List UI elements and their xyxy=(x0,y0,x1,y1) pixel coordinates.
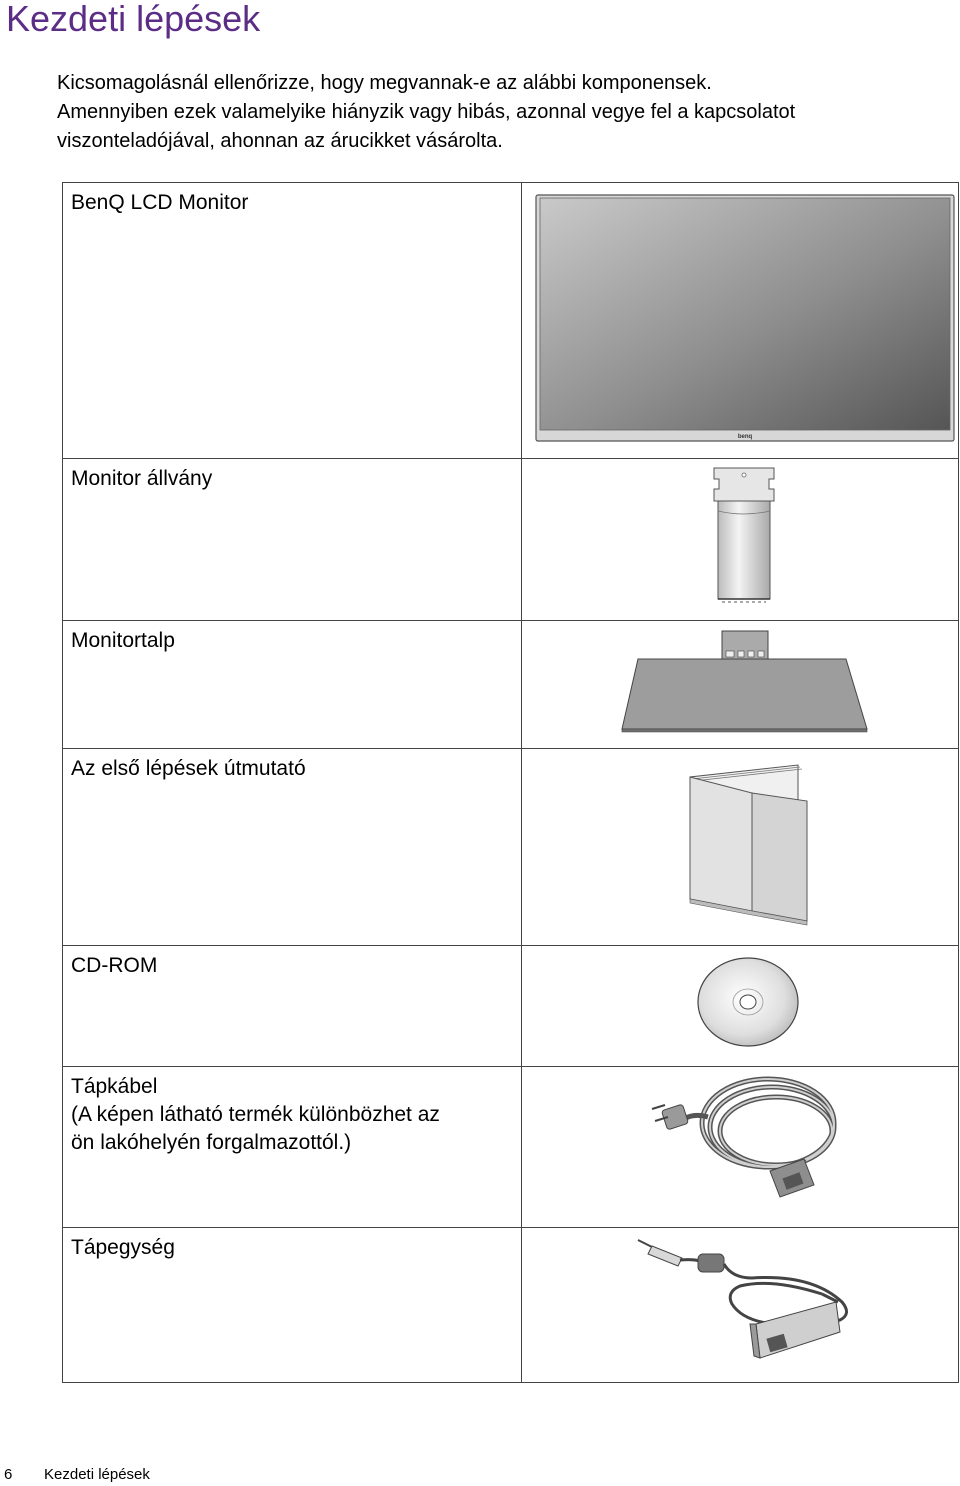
intro-line: Amennyiben ezek valamelyike hiányzik vagy hibás, azonnal vegye fel a kapcsolatot xyxy=(57,101,796,123)
table-row xyxy=(63,1067,959,1228)
item-label: Monitortalp xyxy=(63,621,522,749)
page-number: 6 xyxy=(4,1466,13,1483)
item-image-cell xyxy=(522,183,959,459)
item-label: Tápegység xyxy=(63,1228,522,1383)
table-row xyxy=(63,183,959,459)
table-row xyxy=(63,946,959,1067)
table-row xyxy=(63,621,959,749)
item-label: Monitor állvány xyxy=(63,459,522,621)
base-icon xyxy=(522,621,960,747)
intro-line: Kicsomagolásnál ellenőrizze, hogy megvannak-e az alábbi komponensek. xyxy=(57,72,712,94)
table-row xyxy=(63,459,959,621)
page-footer xyxy=(4,1466,150,1483)
item-label: Tápkábel (A képen látható termék különbözhet az ön lakóhelyén forgalmazottól.) xyxy=(63,1067,522,1228)
table-row xyxy=(63,749,959,946)
table-row xyxy=(63,1228,959,1383)
item-label: Az első lépések útmutató xyxy=(63,749,522,946)
monitor-icon xyxy=(522,183,960,455)
item-label: CD-ROM xyxy=(63,946,522,1067)
power-cable-icon xyxy=(522,1067,960,1226)
stand-icon xyxy=(522,459,960,619)
intro-line: viszonteladójával, ahonnan az árucikket vásárolta. xyxy=(57,130,503,152)
footer-section: Kezdeti lépések xyxy=(44,1466,150,1483)
cd-icon xyxy=(522,946,960,1065)
page-title: Kezdeti lépések xyxy=(6,0,261,39)
item-label: BenQ LCD Monitor xyxy=(63,183,522,459)
intro-text xyxy=(57,69,947,156)
package-contents-table xyxy=(62,182,959,1383)
booklet-icon xyxy=(522,749,960,944)
benq-logo: benq xyxy=(737,434,753,440)
power-adapter-icon xyxy=(522,1228,960,1381)
